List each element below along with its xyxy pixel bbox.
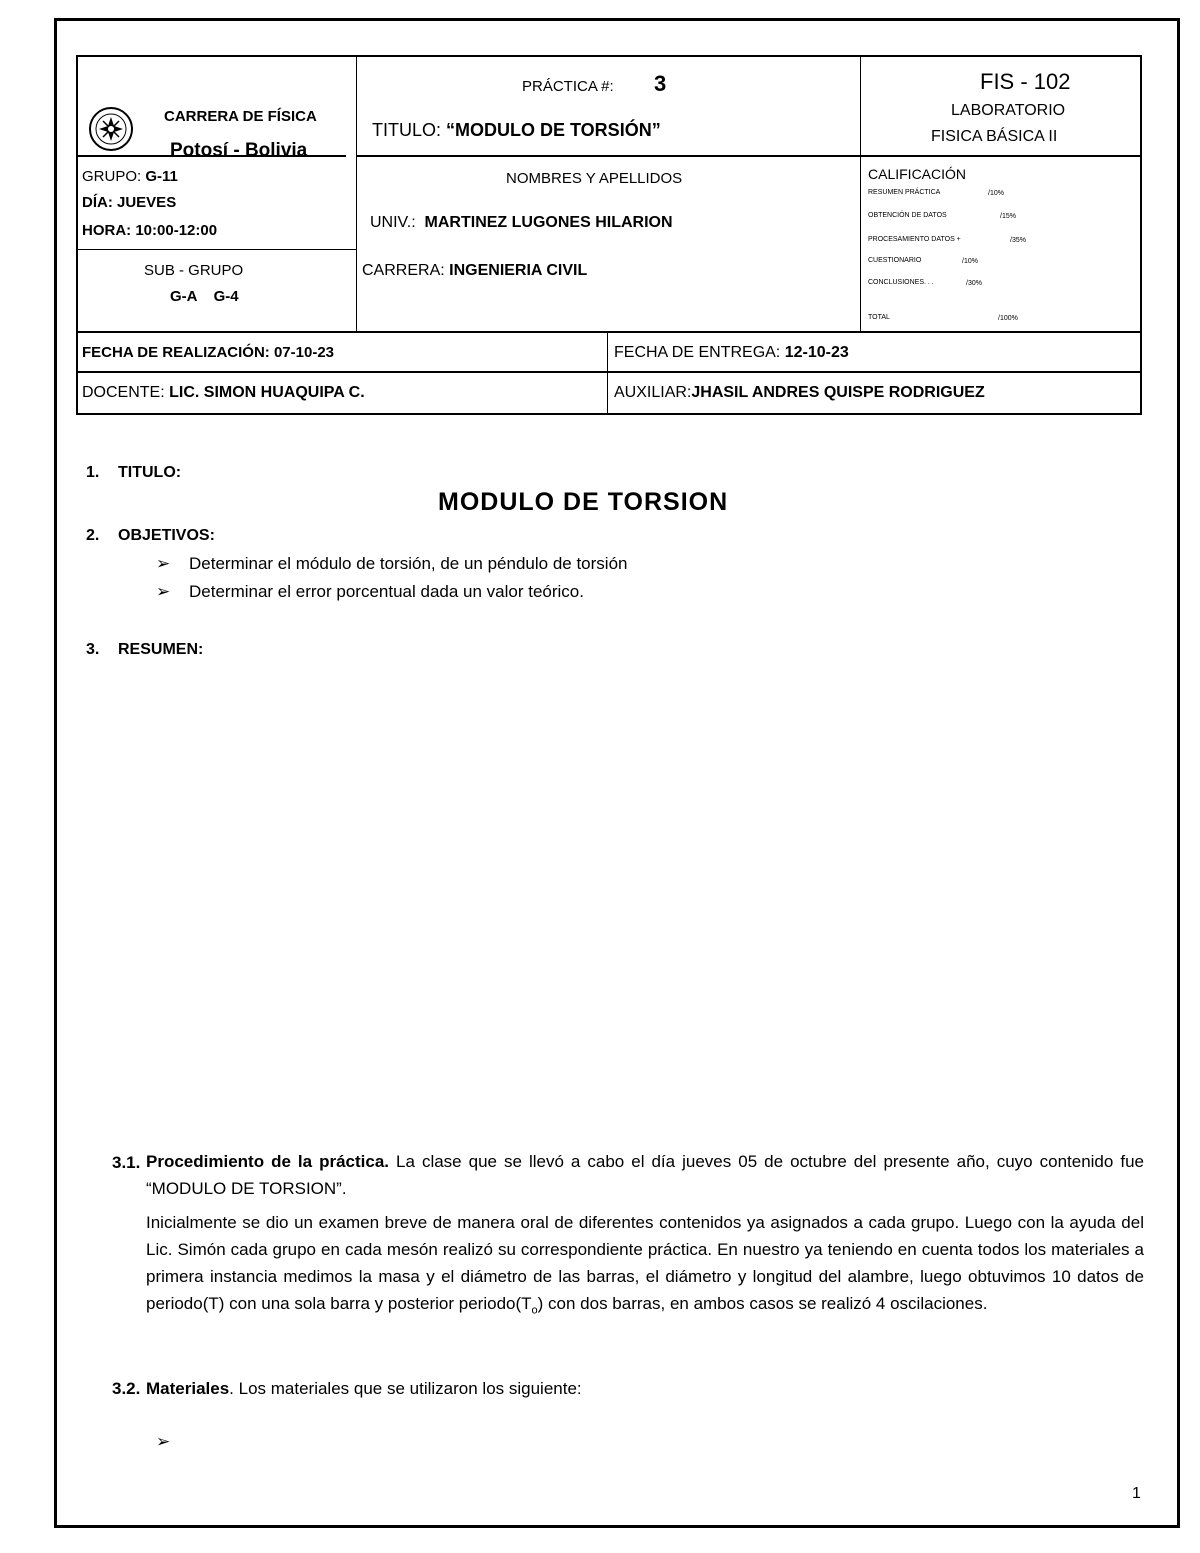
objective-item: Determinar el módulo de torsión, de un péndulo de torsión — [189, 554, 628, 573]
grading-label-6: TOTAL — [868, 314, 890, 321]
university-seal-icon — [88, 97, 134, 161]
grading-value-5: /30% — [966, 280, 982, 287]
time-line: HORA: 10:00-12:00 — [82, 222, 218, 239]
grading-label-4: CUESTIONARIO — [868, 257, 922, 264]
names-heading: NOMBRES Y APELLIDOS — [506, 170, 683, 187]
practice-label: PRÁCTICA #: — [522, 78, 614, 95]
grading-label-2: OBTENCIÓN DE DATOS — [868, 212, 947, 219]
grading-value-3: /35% — [1010, 237, 1026, 244]
objective-item: Determinar el error porcentual dada un valor teórico. — [189, 582, 584, 601]
institution-location: Potosí - Bolivia — [170, 140, 308, 161]
group-line: GRUPO: G-11 — [82, 168, 178, 185]
day-line: DÍA: JUEVES — [82, 194, 177, 211]
realization-date: FECHA DE REALIZACIÓN: 07-10-23 — [82, 344, 334, 361]
section3-title: RESUMEN: — [118, 641, 204, 658]
bullet-arrow-icon: ➢ — [156, 1432, 171, 1451]
grading-label-1: RESUMEN PRÁCTICA — [868, 189, 941, 196]
grading-label-3: PROCESAMIENTO DATOS + — [868, 236, 961, 243]
grading-value-2: /15% — [1000, 213, 1016, 220]
subgroup-value: G-A G-4 — [170, 288, 239, 305]
section1-number: 1. — [86, 464, 100, 481]
bullet-arrow-icon: ➢ — [156, 582, 171, 601]
procedure-paragraph: Procedimiento de la práctica. La clase que se llevó a cabo el día jueves 05 de octubre del presente año, cuyo contenido fue “MODULO DE TORSION”. — [146, 1152, 1144, 1198]
grading-value-4: /10% — [962, 258, 978, 265]
delivery-date: FECHA DE ENTREGA: 12-10-23 — [614, 344, 849, 361]
header-table — [76, 55, 1142, 415]
institution-name: CARRERA DE FÍSICA — [164, 108, 317, 125]
main-title: MODULO DE TORSION — [438, 488, 729, 516]
assistant-line: AUXILIAR:JHASIL ANDRES QUISPE RODRIGUEZ — [614, 384, 985, 401]
section32-number: 3.2. — [112, 1379, 141, 1398]
grading-title: CALIFICACIÓN — [868, 166, 967, 182]
grading-label-5: CONCLUSIONES. . . — [868, 279, 934, 286]
section2-number: 2. — [86, 527, 100, 544]
page-number: 1 — [1132, 1485, 1141, 1502]
section3-number: 3. — [86, 641, 100, 658]
univ-line: UNIV.: MARTINEZ LUGONES HILARION — [370, 214, 673, 231]
title-cell: TITULO: “MODULO DE TORSIÓN” — [372, 120, 661, 140]
lab-line2: FISICA BÁSICA II — [931, 128, 1058, 145]
grading-value-6: /100% — [998, 315, 1018, 322]
procedure-details: Inicialmente se dio un examen breve de manera oral de diferentes contenidos ya asignados a cada grupo. Luego con la ayuda del Lic. Simón cada grupo en cada mesón realizó su correspondiente práctica. En nuestro ya teniendo en cuenta todos los materiales a primera instancia medimos la masa y el diámetro de las barras, el diámetro y longitud del alambre, luego obtuvimos 10 datos de periodo(T) con una sola barra y posterior $periodo(T_o)$ con dos barras, en ambos casos se realizó 4 oscilaciones. — [146, 1213, 1144, 1317]
materials-line: Materiales. Los materiales que se utilizaron los siguiente: — [146, 1379, 582, 1398]
section1-title: TITULO: — [118, 464, 182, 481]
subgroup-label: SUB - GRUPO — [144, 262, 244, 279]
practice-number: 3 — [654, 71, 667, 96]
section31-number: 3.1. — [112, 1153, 141, 1172]
course-code: FIS - 102 — [980, 69, 1071, 94]
lab-line1: LABORATORIO — [951, 102, 1066, 119]
bullet-arrow-icon: ➢ — [156, 554, 171, 573]
section2-title: OBJETIVOS: — [118, 527, 215, 544]
teacher-line: DOCENTE: LIC. SIMON HUAQUIPA C. — [82, 384, 365, 401]
grading-value-1: /10% — [988, 190, 1004, 197]
career-line: CARRERA: INGENIERIA CIVIL — [362, 262, 588, 279]
